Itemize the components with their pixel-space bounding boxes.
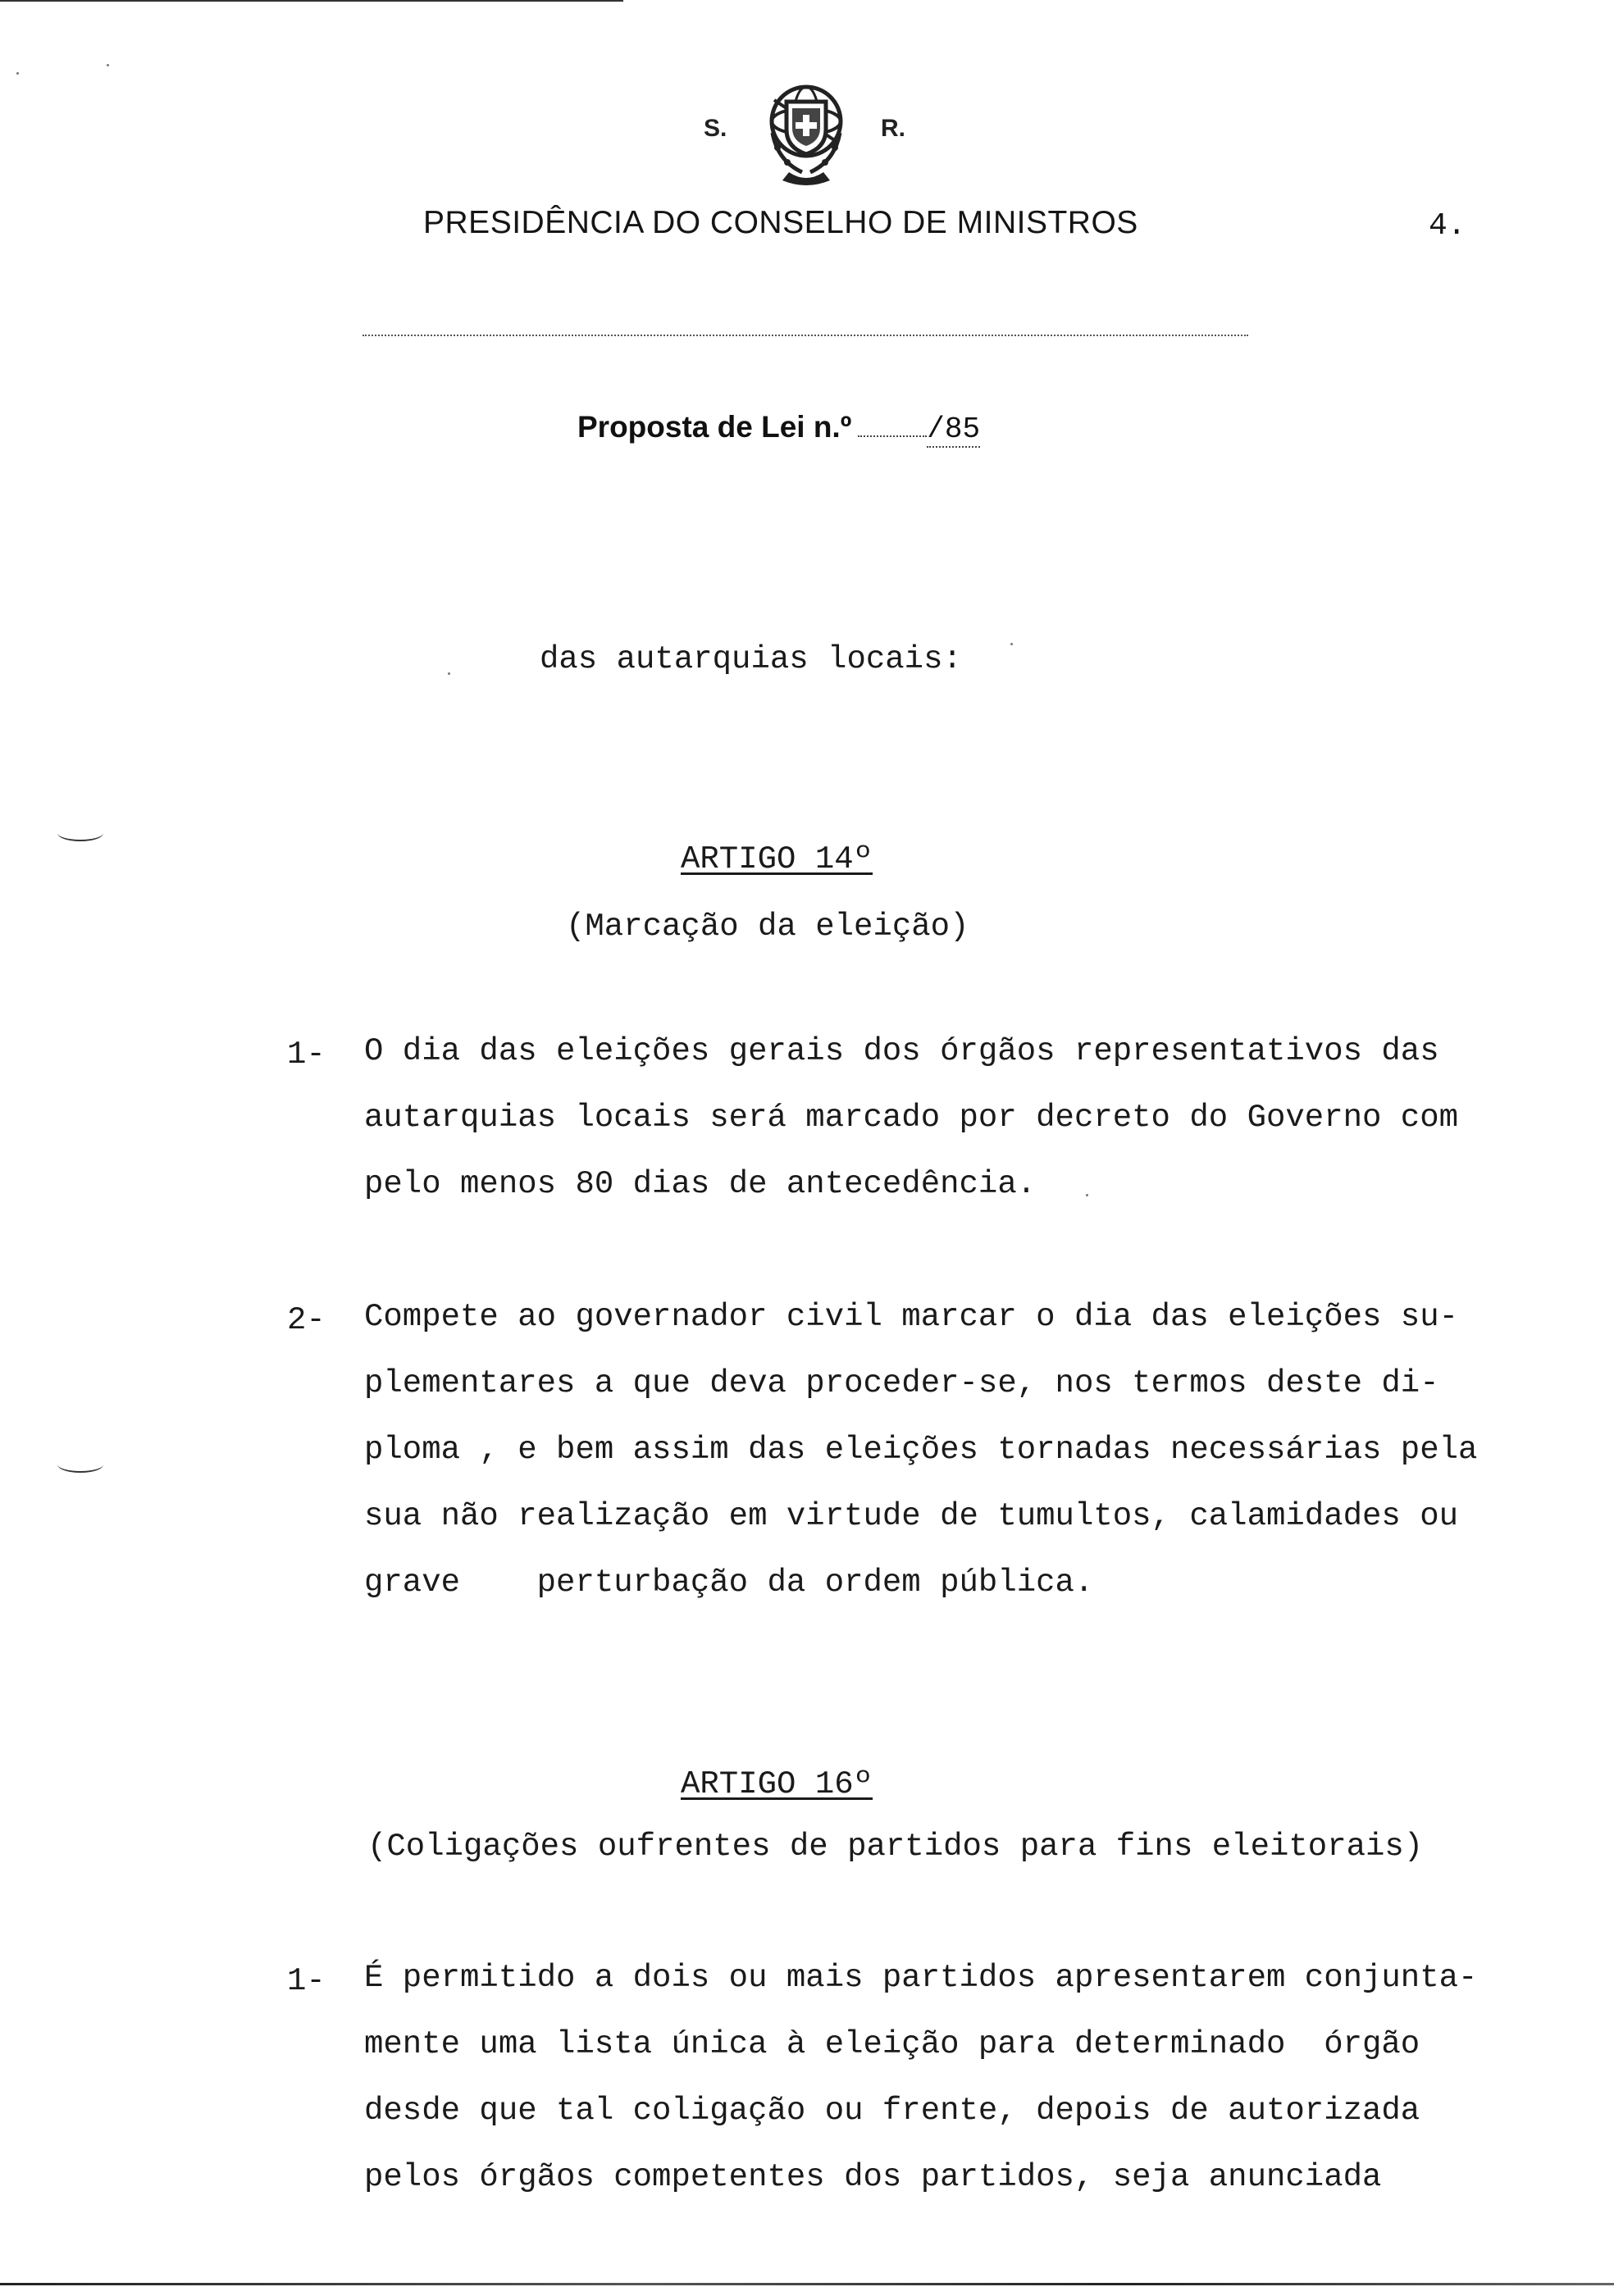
header-s-letter: S. [704,115,727,142]
article-title: ARTIGO 14º [681,841,873,877]
scan-speck [448,672,450,675]
paragraph-line: pelo menos 80 dias de antecedência. [364,1166,1037,1202]
paragraph-line: autarquias locais será marcado por decreto do Governo com [364,1100,1459,1136]
paragraph-line: grave perturbação da ordem pública. [364,1565,1094,1601]
article-subtitle: (Coligações oufrentes de partidos para fins eleitorais) [367,1829,1424,1865]
paragraph-line: Compete ao governador civil marcar o dia das eleições su- [364,1299,1459,1335]
paragraph-line: mente uma lista única à eleição para determinado órgão [364,2026,1420,2062]
article-paragraph [364,1284,1512,1616]
scan-speck [1010,643,1013,645]
proposta-number: /85 [927,412,981,446]
item-number: 2- [287,1302,326,1338]
item-number: 1- [287,1036,326,1073]
page-number: 4. [1429,208,1466,244]
paragraph-line: O dia das eleições gerais dos órgãos representativos das [364,1033,1439,1069]
scan-speck [16,72,19,75]
paragraph-line: pelos órgãos competentes dos partidos, seja anunciada [364,2159,1382,2195]
margin-punch-mark [57,825,103,841]
scan-speck [107,64,109,66]
number-blank [858,430,927,437]
paragraph-line: É permitido a dois ou mais partidos apresentarem conjunta- [364,1960,1478,1996]
proposta-label: Proposta de Lei n.º [577,410,852,444]
paragraph-line: desde que tal coligação ou frente, depois de autorizada [364,2093,1420,2129]
paragraph-line: plementares a que deva proceder-se, nos termos deste di- [364,1365,1439,1401]
dotted-separator [362,335,1248,336]
item-number: 1- [287,1963,326,1999]
intro-line: das autarquias locais: [540,641,962,677]
article-subtitle: (Marcação da eleição) [566,909,969,945]
article-paragraph [364,1945,1512,2211]
paragraph-line: ploma , e bem assim das eleições tornadas necessárias pela [364,1432,1478,1468]
paragraph-line: sua não realização em virtude de tumultos, calamidades ou [364,1498,1459,1534]
ministry-heading: PRESIDÊNCIA DO CONSELHO DE MINISTROS [423,205,1138,240]
scan-edge-line-top [0,0,623,2]
coat-of-arms-icon [761,75,851,187]
margin-punch-mark [57,1456,103,1473]
scan-edge-line-bottom [0,2283,1614,2285]
header-r-letter: R. [881,115,905,142]
proposta-de-lei-line [577,410,980,446]
article-title: ARTIGO 16º [681,1766,873,1802]
article-paragraph [364,1018,1512,1218]
